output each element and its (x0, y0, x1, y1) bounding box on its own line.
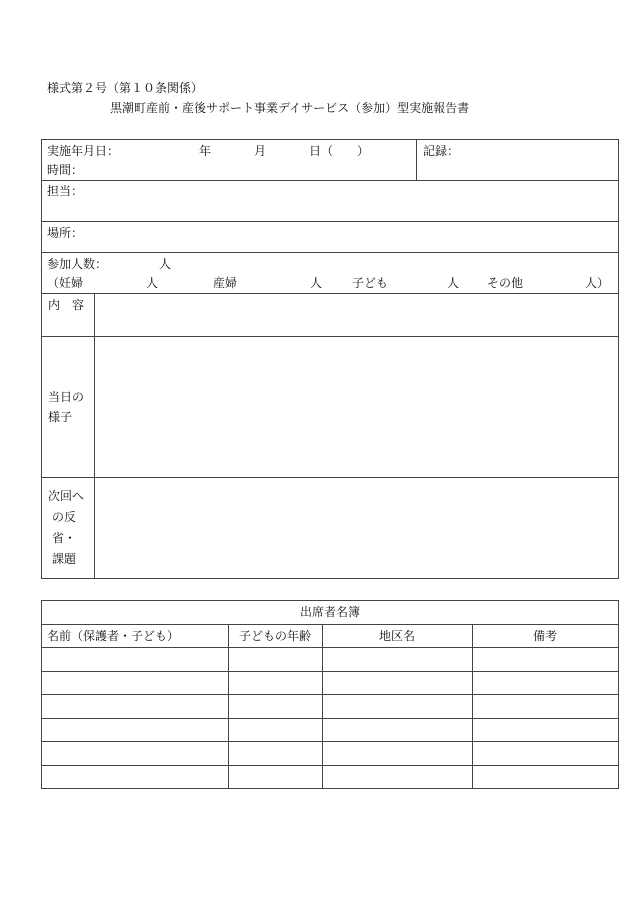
situation-label-line-1: 当日の (48, 390, 85, 404)
next-label-line-2: の反 (52, 510, 77, 524)
next-label-line-1: 次回へ (48, 489, 85, 503)
column-header-notes: 備考 (532, 629, 557, 643)
next-label-line-4: 課題 (52, 552, 77, 566)
date-label: 実施年月日： (47, 144, 120, 158)
participants-label: 参加人数： (47, 257, 108, 271)
attendance-title: 出席者名簿 (299, 605, 360, 619)
place-label: 場所： (47, 226, 84, 240)
column-header-child-age: 子どもの年齢 (238, 629, 311, 643)
day-label: 日（ ） (309, 144, 370, 158)
breakdown-unit-1: 人 (146, 276, 159, 290)
breakdown-unit-3: 人 (447, 276, 460, 290)
breakdown-unit-2: 人 (310, 276, 323, 290)
time-label: 時間： (47, 163, 84, 177)
month-label: 月 (254, 144, 267, 158)
staff-label: 担当： (47, 184, 84, 198)
column-header-district: 地区名 (378, 629, 415, 643)
column-header-name: 名前（保護者・子ども） (47, 629, 180, 643)
record-label: 記録： (423, 144, 460, 158)
breakdown-postpartum: 産婦 (213, 276, 238, 290)
breakdown-unit-4: 人） (585, 276, 610, 290)
situation-label-line-2: 様子 (48, 410, 73, 424)
page-title: 黒潮町産前・産後サポート事業デイサービス（参加）型実施報告書 (110, 101, 470, 115)
next-label-line-3: 省・ (52, 531, 77, 545)
form-number: 様式第２号（第１０条関係） (47, 81, 204, 95)
breakdown-children: 子ども (352, 276, 389, 290)
breakdown-pregnant: （妊婦 (47, 276, 84, 290)
breakdown-other: その他 (487, 276, 524, 290)
content-label: 内 容 (48, 298, 85, 312)
participants-unit: 人 (159, 257, 172, 271)
year-label: 年 (199, 144, 212, 158)
